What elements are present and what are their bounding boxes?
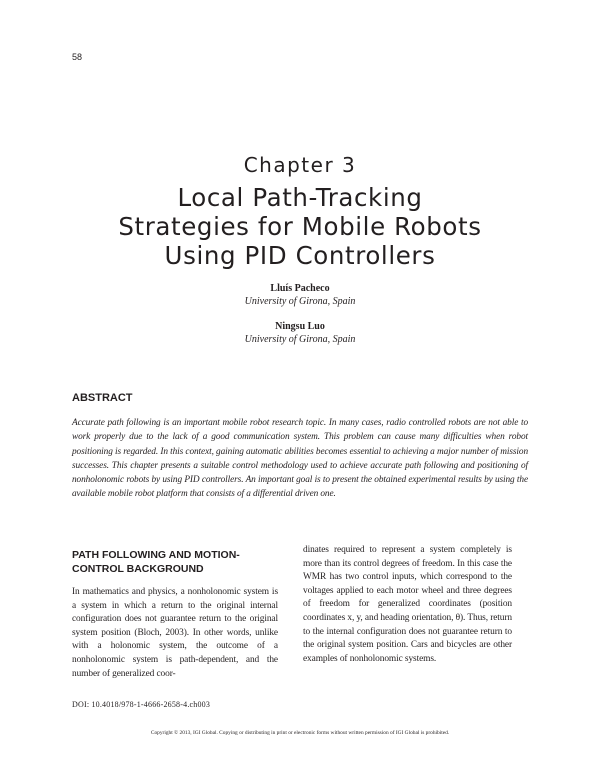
chapter-title-line: Using PID Controllers (164, 241, 436, 270)
body-column-right: dinates required to represent a system completely is more than its control degrees of freedom. In this case the WMR has two control inputs, which correspond to the voltages applied to each motor wheel and three degrees of freedom for generalized coordinates (position coordinates x, y, and heading orientation, θ). Thus, return to the internal configuration does not guarantee return to the original system position. Cars and bicycles are other examples of nonholonomic systems. (303, 545, 512, 664)
section-heading-line: CONTROL BACKGROUND (72, 562, 204, 575)
section-heading (72, 549, 282, 576)
author-affiliation: University of Girona, Spain (244, 296, 356, 307)
copyright-notice: Copyright © 2013, IGI Global. Copying or distributing in print or electronic forms without written permission of IGI Global is prohibited. (150, 730, 450, 736)
author-name: Lluís Pacheco (270, 283, 330, 294)
chapter-title-line: Local Path-Tracking (177, 183, 423, 212)
abstract-body: Accurate path following is an important mobile robot research topic. In many cases, radio controlled robots are not able to work properly due to the lack of a good communication system. This problem can cause many difficulties when robot positioning is regarded. In this context, gaining automatic abilities becomes essential to achieving a major number of mission successes. This chapter presents a suitable control methodology used to achieve accurate path following and positioning of nonholonomic robots by using PID controllers. An important goal is to present the obtained experimental results by using the available mobile robot platform that consists of a differential driven one. (72, 418, 528, 500)
chapter-label: Chapter 3 (243, 153, 357, 177)
chapter-title (0, 183, 600, 270)
page-number: 58 (72, 52, 83, 62)
chapter-title-line: Strategies for Mobile Robots (118, 212, 482, 241)
abstract-heading: ABSTRACT (72, 392, 133, 404)
author-block (180, 282, 420, 308)
section-heading-line: PATH FOLLOWING AND MOTION- (72, 549, 240, 561)
author-affiliation: University of Girona, Spain (244, 334, 356, 345)
doi: DOI: 10.4018/978-1-4666-2658-4.ch003 (72, 700, 211, 709)
body-column-left: In mathematics and physics, a nonholonomic system is a system in which a return to the original internal configuration does not guarantee return to the original system position (Bloch, 2003). In other words, unlike with a holonomic system, the outcome of a nonholonomic system is path-dependent, and the number of generalized coor- (72, 587, 278, 679)
author-block (180, 320, 420, 346)
author-name: Ningsu Luo (275, 321, 325, 332)
